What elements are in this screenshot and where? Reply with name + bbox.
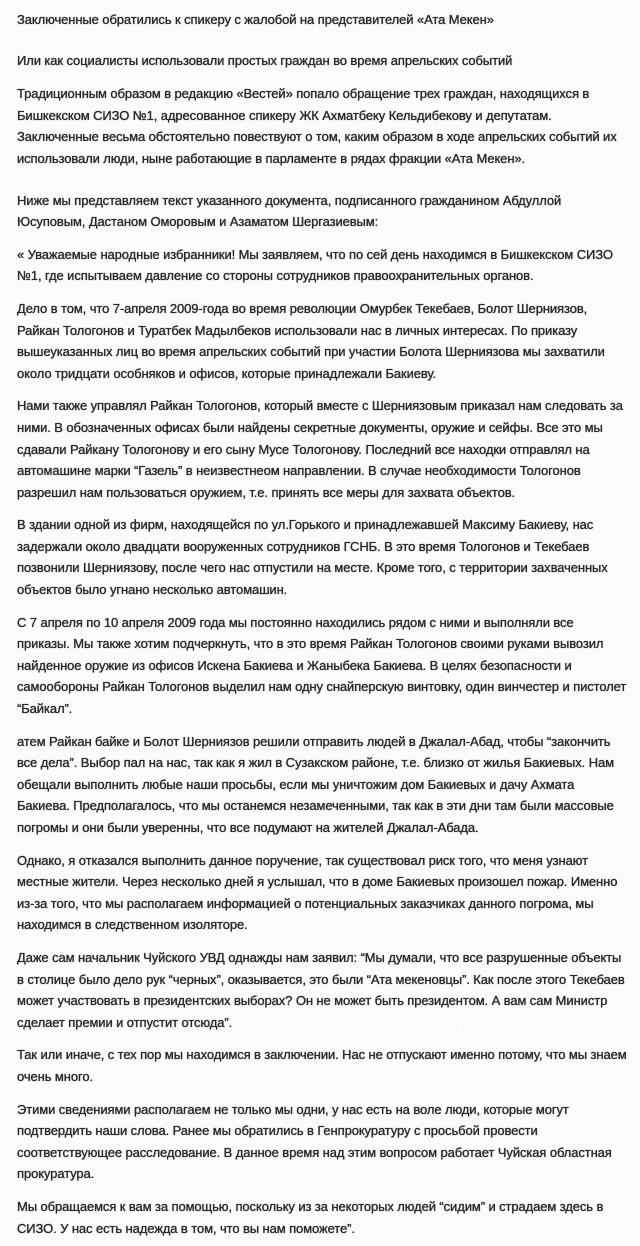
paragraph: атем Райкан байке и Болот Шерниязов решили отправить людей в Джалал-Абад, чтобы “закончить все дела”. Выбор пал на нас, так как я жил в Сузакском районе, т.е. близко от жилья Бакиевых. Нам обещали выполнить любые наши просьбы, если мы уничтожим дом Бакиевых и дачу Ахмата Бакиева. Предполагалось, что мы останемся незамеченными, так как в эти дни там были массовые погромы и они были уверенны, что все подумают на жителей Джалал-Абада.	[17, 733, 614, 835]
paragraph: С 7 апреля по 10 апреля 2009 года мы постоянно находились рядом с ними и выполняли все приказы. Мы также хотим подчеркнуть, что в это время Райкан Тологонов своими руками вывозил найденное оружие из офисов Искена Бакиева и Жаныбека Бакиева. В целях безопасности и самообороны Райкан Тологонов выделил нам одну снайперскую винтовку, один винчестер и пистолет “Байкал”.	[17, 614, 627, 717]
paragraph: Традиционным образом в редакцию «Вестей» попало обращение трех граждан, находящихся в Бишкекском СИЗО №1, адресованное спикеру ЖК Ахматбеку Кельдибекову и депутатам. Заключенные весьма обстоятельно повествуют о том, каким образом в ходе апрельских событий их использовали люди, ныне работающие в парламенте в рядах фракции «Ата Мекен».	[17, 86, 617, 166]
paragraph: Однако, я отказался выполнить данное поручение, так существовал риск того, что меня узнают местные жители. Через несколько дней я услышал, что в доме Бакиевых произошел пожар. Именно из-за того, что мы располагаем информацией о потенциальных заказчиках данного погрома, мы находимся в следственном изоляторе.	[17, 852, 618, 933]
paragraph: Дело в том, что 7-апреля 2009-года во время революции Омурбек Текебаев, Болот Шерниязов, Райкан Тологонов и Туратбек Мадылбеков использовали нас в личных интересах. По приказу вышеуказанных лиц во время апрельских событий при участии Болота Шерниязова мы захватили около тридцати особняков и офисов, которые принадлежали Бакиеву.	[17, 300, 605, 381]
document-title: Заключенные обратились к спикеру с жалобой на представителей «Ата Мекен»	[17, 12, 494, 27]
paragraph: « Уважаемые народные избранники! Мы заявляем, что по сей день находимся в Бишкекском СИЗО №1, где испытываем давление со стороны сотрудников правоохранительных органов.	[17, 246, 613, 284]
paragraph: Даже сам начальник Чуйского УВД однажды нам заявил: “Мы думали, что все разрушенные объекты в столице было дело рук “черных”, оказывается, это были “Ата мекеновцы”. Как после этого Текебаев может участвовать в президентских выборах? Он не может быть президентом. А вам сам Министр сделает премии и отпустит отсюда”.	[17, 949, 625, 1030]
paragraph: Этими сведениями располагаем не только мы одни, у нас есть на воле люди, которые могут подтвердить наши слова. Ранее мы обратились в Генпрокуратуру с просьбой провести соответствующее расследование. В данное время над этим вопросом работает Чуйская областная прокуратура.	[17, 1101, 612, 1182]
paragraph: Так или иначе, с тех пор мы находимся в заключении. Нас не отпускают именно потому, что мы знаем очень много.	[17, 1047, 627, 1084]
paragraph: В здании одной из фирм, находящейся по ул.Горького и принадлежавшей Максиму Бакиеву, нас задержали около двадцати вооруженных сотрудников ГСНБ. В это время Тологонов и Текебаев позвонили Шерниязову, после чего нас отпустили на месте. Кроме того, с территории захваченных объектов было угнано несколько автомашин.	[17, 517, 608, 598]
paragraph: Ниже мы представляем текст указанного документа, подписанного гражданином Абдуллой Юсуповым, Дастаном Оморовым и Азаматом Шергазиевым:	[17, 192, 562, 230]
paragraph: Нами также управлял Райкан Тологонов, который вместе с Шерниязовым приказал нам следовать за ними. В обозначенных офисах были найдены секретные документы, оружие и сейфы. Все это мы сдавали Райкану Тологонову и его сыну Мусе Тологонову. Последний все находки отправлял на автомашине марки “Газель” в неизвестнеом направлении. В случае необходимости Тологонов разрешил нам пользоваться оружием, т.е. принять все меры для захвата объектов.	[17, 398, 623, 500]
document-subtitle: Или как социалисты использовали простых граждан во время апрельских событий	[17, 52, 513, 68]
paragraph: Мы обращаемся к вам за помощью, поскольку из за некоторых людей “сидим” и страдаем здесь в СИЗО. У нас есть надежда в том, что вы нам поможете”.	[17, 1198, 604, 1236]
